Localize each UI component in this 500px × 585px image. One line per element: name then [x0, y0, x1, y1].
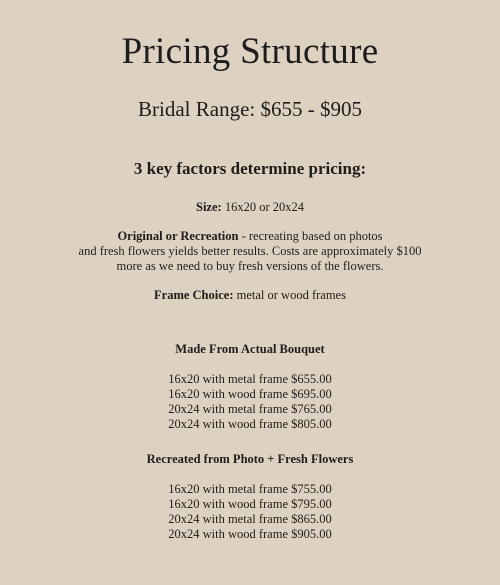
bridal-range-subtitle: Bridal Range: $655 - $905: [138, 97, 362, 121]
price-item: 20x24 with metal frame $765.00: [168, 402, 332, 416]
original-line-1: [0, 229, 500, 244]
frame-value: metal or wood frames: [236, 288, 346, 302]
price-item: 16x20 with wood frame $695.00: [168, 387, 332, 401]
price-list-recreated: [0, 482, 500, 542]
price-item: 16x20 with wood frame $795.00: [168, 497, 332, 511]
frame-label: Frame Choice:: [154, 288, 234, 302]
original-label: Original or Recreation: [117, 229, 239, 243]
price-item: 20x24 with wood frame $805.00: [168, 417, 332, 431]
original-text-1: - recreating based on photos: [241, 229, 383, 243]
original-text-2: and fresh flowers yields better results. Costs are approximately $100: [78, 244, 422, 258]
page-title: Pricing Structure: [121, 31, 379, 72]
frame-choice-factor: [0, 288, 500, 303]
price-item: 16x20 with metal frame $655.00: [168, 372, 332, 386]
size-label: Size:: [196, 200, 222, 214]
section-heading-recreated: Recreated from Photo + Fresh Flowers: [146, 452, 354, 466]
original-text-3: more as we need to buy fresh versions of the flowers.: [116, 259, 384, 273]
original-or-recreation-factor: [0, 229, 500, 274]
size-factor: [0, 200, 500, 215]
section-heading-actual-bouquet: Made From Actual Bouquet: [175, 342, 325, 356]
price-item: 16x20 with metal frame $755.00: [168, 482, 332, 496]
factors-heading: 3 key factors determine pricing:: [133, 159, 367, 178]
size-value: 16x20 or 20x24: [224, 200, 304, 214]
price-list-actual-bouquet: [0, 372, 500, 432]
price-item: 20x24 with wood frame $905.00: [168, 527, 332, 541]
price-item: 20x24 with metal frame $865.00: [168, 512, 332, 526]
